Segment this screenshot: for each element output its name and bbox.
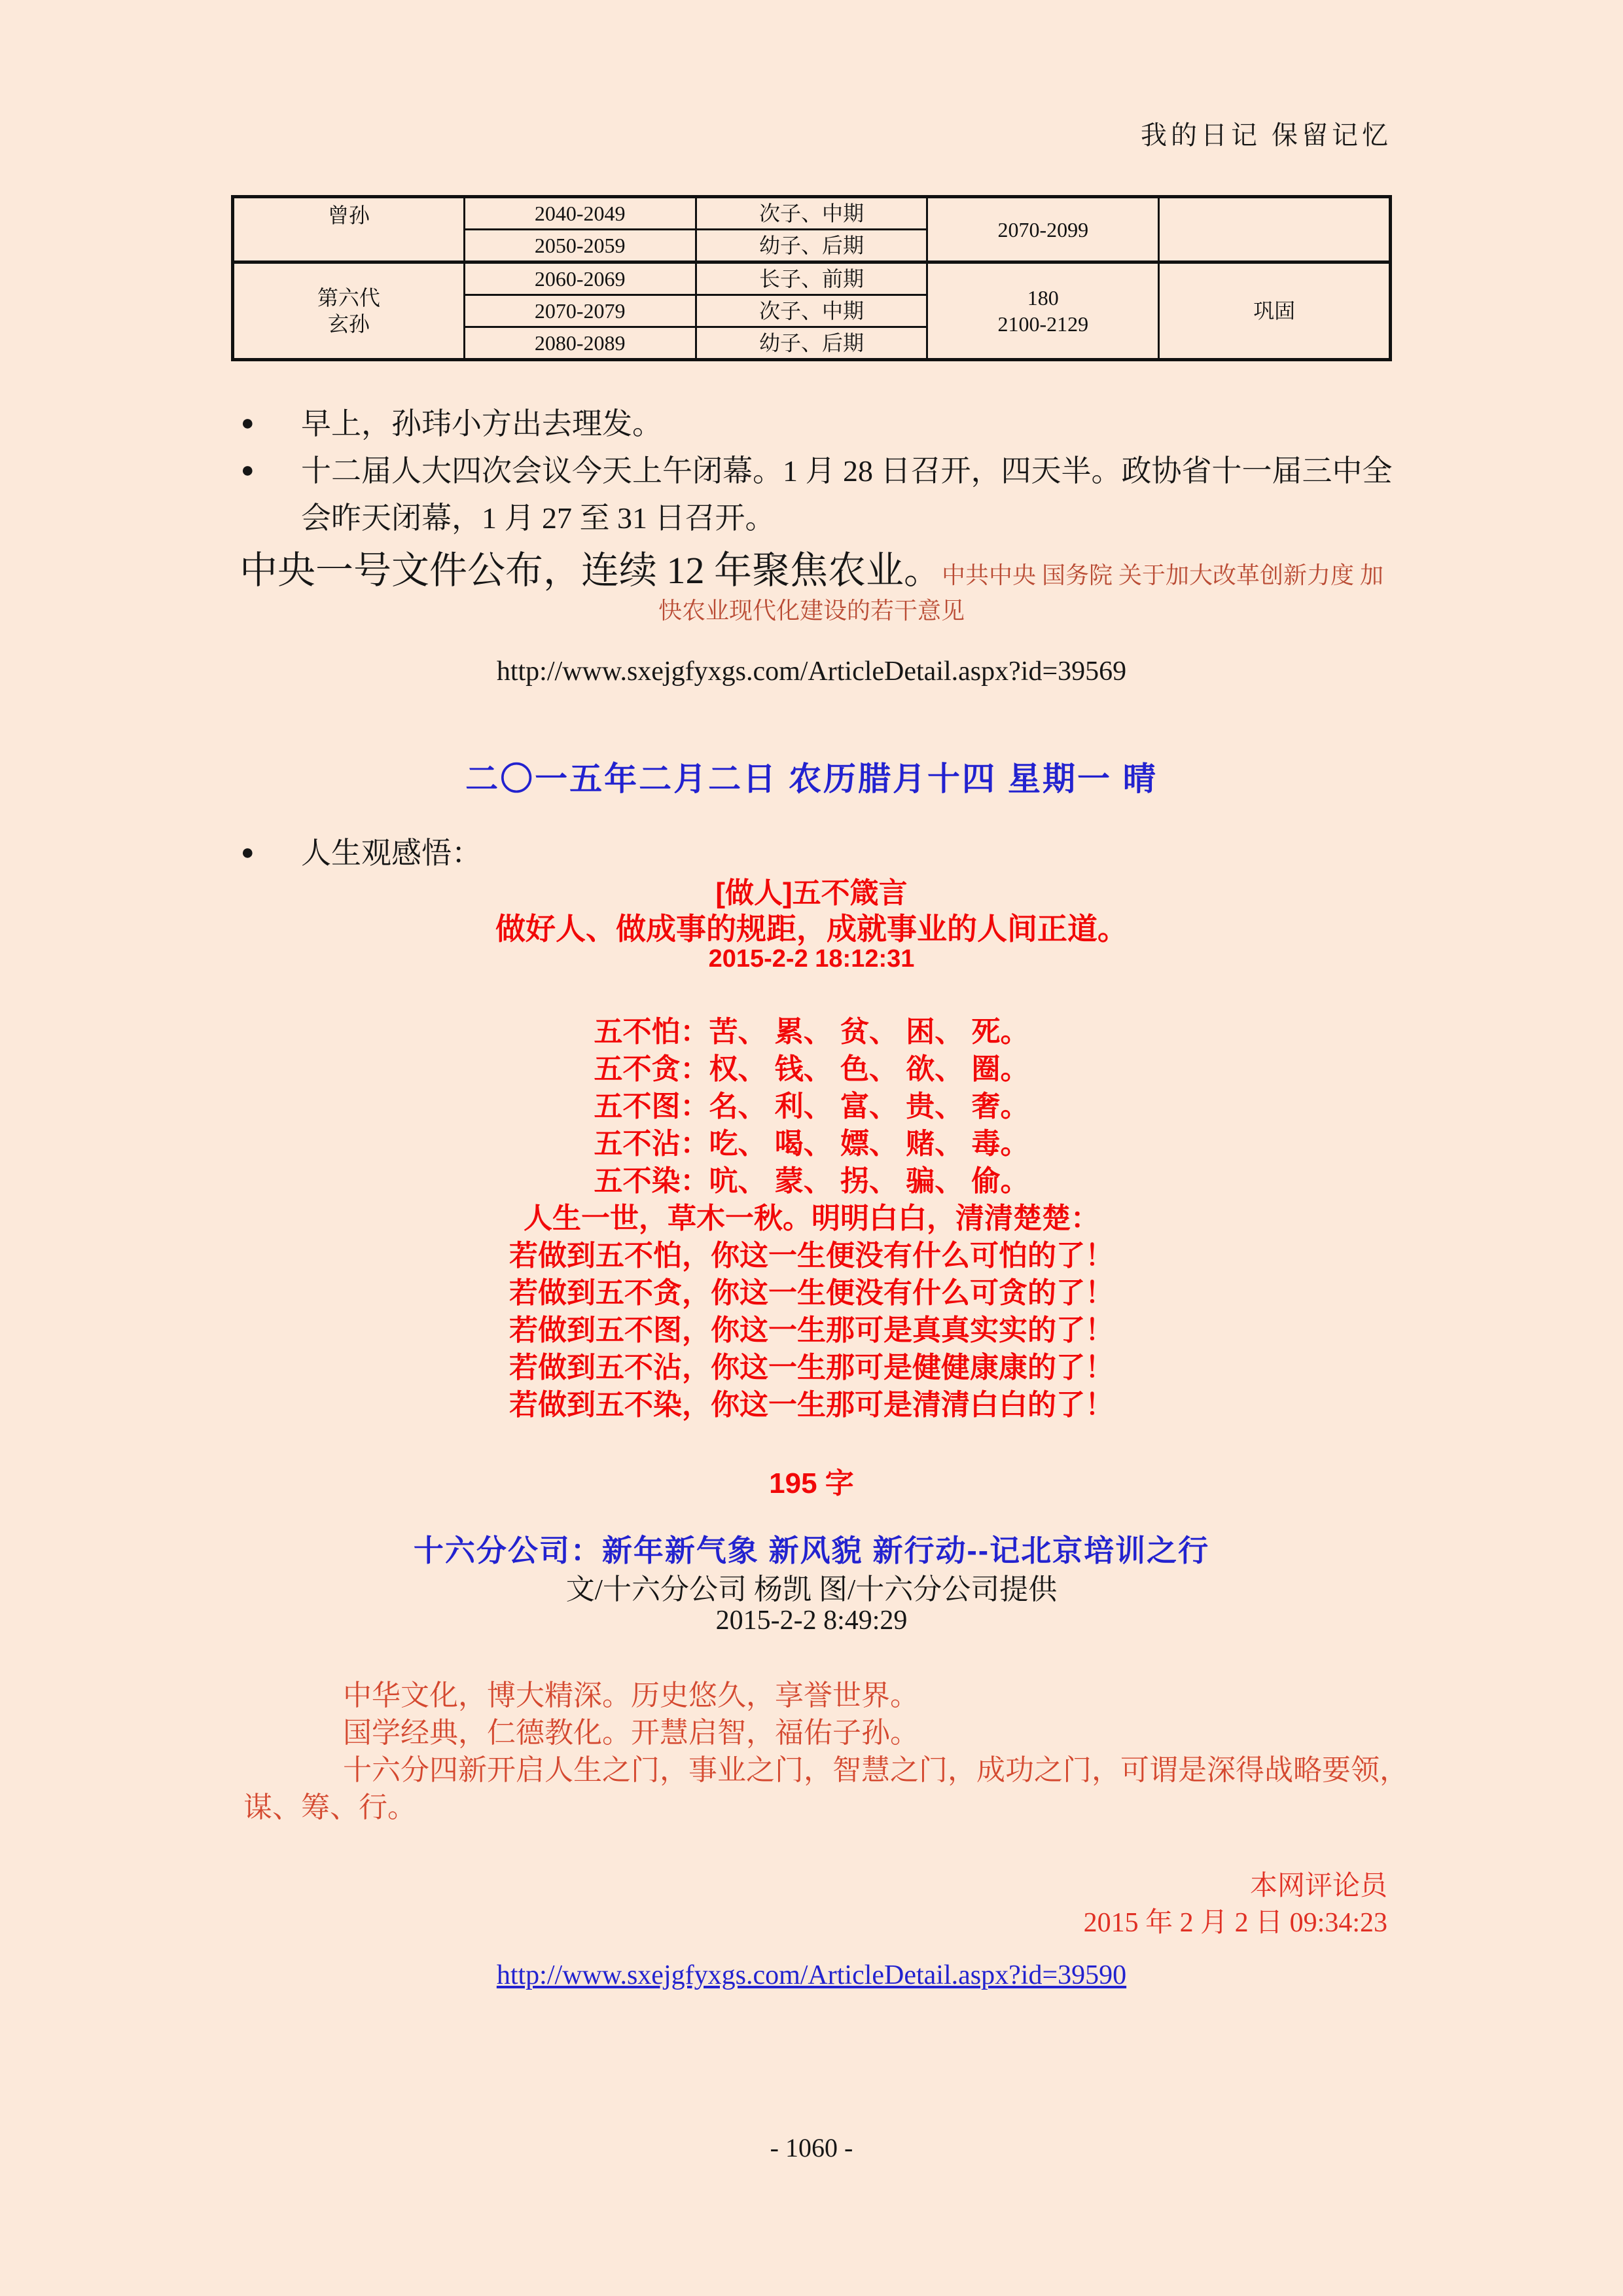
cell-decade: 2070-2079 [464,295,696,327]
motto-timestamp: 2015-2-2 18:12:31 [708,945,915,973]
motto-line: 五不沾：吃、 喝、 嫖、 赌、 毒。 [594,1128,1029,1160]
diary-date-heading: 二〇一五年二月二日 农历腊月十四 星期一 晴 [465,761,1158,797]
bullet-icon: ● [241,411,255,435]
commentary-p3-line2: 谋、筹、行。 [243,1791,416,1823]
bullet-item-haircut [241,401,1394,448]
motto-line: 若做到五不贪，你这一生便没有什么可贪的了！ [509,1277,1114,1309]
commentary-p3-line1: 十六分四新开启人生之门，事业之门，智慧之门，成功之门，可谓是深得战略要领， [343,1754,1408,1786]
bullet-item-congress [241,448,1394,542]
motto-line: 若做到五不怕，你这一生便没有什么可怕的了！ [509,1240,1114,1272]
article-url-2-wrap [231,1960,1392,1991]
article-byline: 文/十六分公司 杨凯 图/十六分公司提供 [565,1573,1058,1605]
article-timestamp: 2015-2-2 8:49:29 [715,1605,908,1636]
cell-role: 次子、中期 [696,295,927,327]
headline-main: 中央一号文件公布，连续 12 年聚焦农业。 [239,549,942,592]
article-url-1[interactable]: http://www.sxejgfyxgs.com/ArticleDetail.aspx?id=39569 [496,656,1127,687]
bullet-text: 十二届人大四次会议今天上午闭幕。1 月 28 日召开，四天半。政协省十一届三中全会昨天闭幕，1 月 27 至 31 日召开。 [301,454,1393,535]
motto-line: 若做到五不染，你这一生那可是清清白白的了！ [509,1389,1114,1421]
generation-table [231,195,1392,361]
cell-decade: 2060-2069 [464,262,696,295]
cell-range: 180 2100-2129 [927,262,1159,360]
commentary-p2: 国学经典，仁德教化。开慧启智，福佑子孙。 [343,1717,919,1749]
cell-status-empty [1159,197,1391,262]
commentary-author: 本网评论员 [1249,1871,1387,1901]
cell-role: 次子、中期 [696,197,927,230]
cell-decade: 2040-2049 [464,197,696,230]
cell-role: 幼子、后期 [696,327,927,360]
motto-line: 五不贪：权、 钱、 色、 欲、 圈。 [594,1053,1029,1085]
table-row [233,197,1391,230]
commentary-p1: 中华文化，博大精深。历史悠久，享誉世界。 [343,1679,919,1712]
motto-line: 人生一世，草木一秋。明明白白，清清楚楚： [524,1202,1099,1234]
motto-line: 五不染：吭、 蒙、 拐、 骗、 偷。 [594,1165,1029,1197]
page-header: 我的日记 保留记忆 [1141,120,1392,150]
bullet-text: 早上，孙玮小方出去理发。 [301,407,662,440]
cell-range: 2070-2099 [927,197,1159,262]
cell-decade: 2050-2059 [464,230,696,262]
motto-line: 若做到五不沾，你这一生那可是健健康康的了！ [509,1352,1114,1384]
motto-line: 若做到五不图，你这一生那可是真真实实的了！ [509,1314,1114,1346]
cell-decade: 2080-2089 [464,327,696,360]
cell-role: 幼子、后期 [696,230,927,262]
table-row [233,262,1391,295]
bullet-icon: ● [241,458,255,482]
commentary-paragraphs [243,1677,1408,1826]
motto-subtitle: 做好人、做成事的规距，成就事业的人间正道。 [495,912,1128,946]
motto-line: 五不怕：苦、 累、 贫、 困、 死。 [594,1016,1029,1048]
bullet-icon: ● [241,840,255,865]
motto-lines [231,1013,1392,1424]
article-title: 十六分公司：新年新气象 新风貌 新行动--记北京培训之行 [413,1534,1210,1568]
commentary-timestamp: 2015 年 2 月 2 日 09:34:23 [1083,1908,1387,1938]
word-count: 195 字 [769,1467,854,1499]
motto-line: 五不图：名、 利、 富、 贵、 奢。 [594,1090,1029,1122]
page-number: - 1060 - [770,2133,853,2162]
cell-generation-zengsun: 曾孙 [233,197,465,262]
bullet-text: 人生观感悟： [301,836,482,870]
news-headline [231,547,1392,627]
cell-role: 长子、前期 [696,262,927,295]
cell-generation-xuansun: 第六代 玄孙 [233,262,465,360]
headline-annotation: 中共中央 国务院 关于加大改革创新力度 加快农业现代化建设的若干意见 [658,562,1384,624]
motto-title: [做人]五不箴言 [715,877,908,909]
cell-status: 巩固 [1159,262,1391,360]
article-url-2[interactable]: http://www.sxejgfyxgs.com/ArticleDetail.aspx?id=39590 [496,1960,1127,1990]
